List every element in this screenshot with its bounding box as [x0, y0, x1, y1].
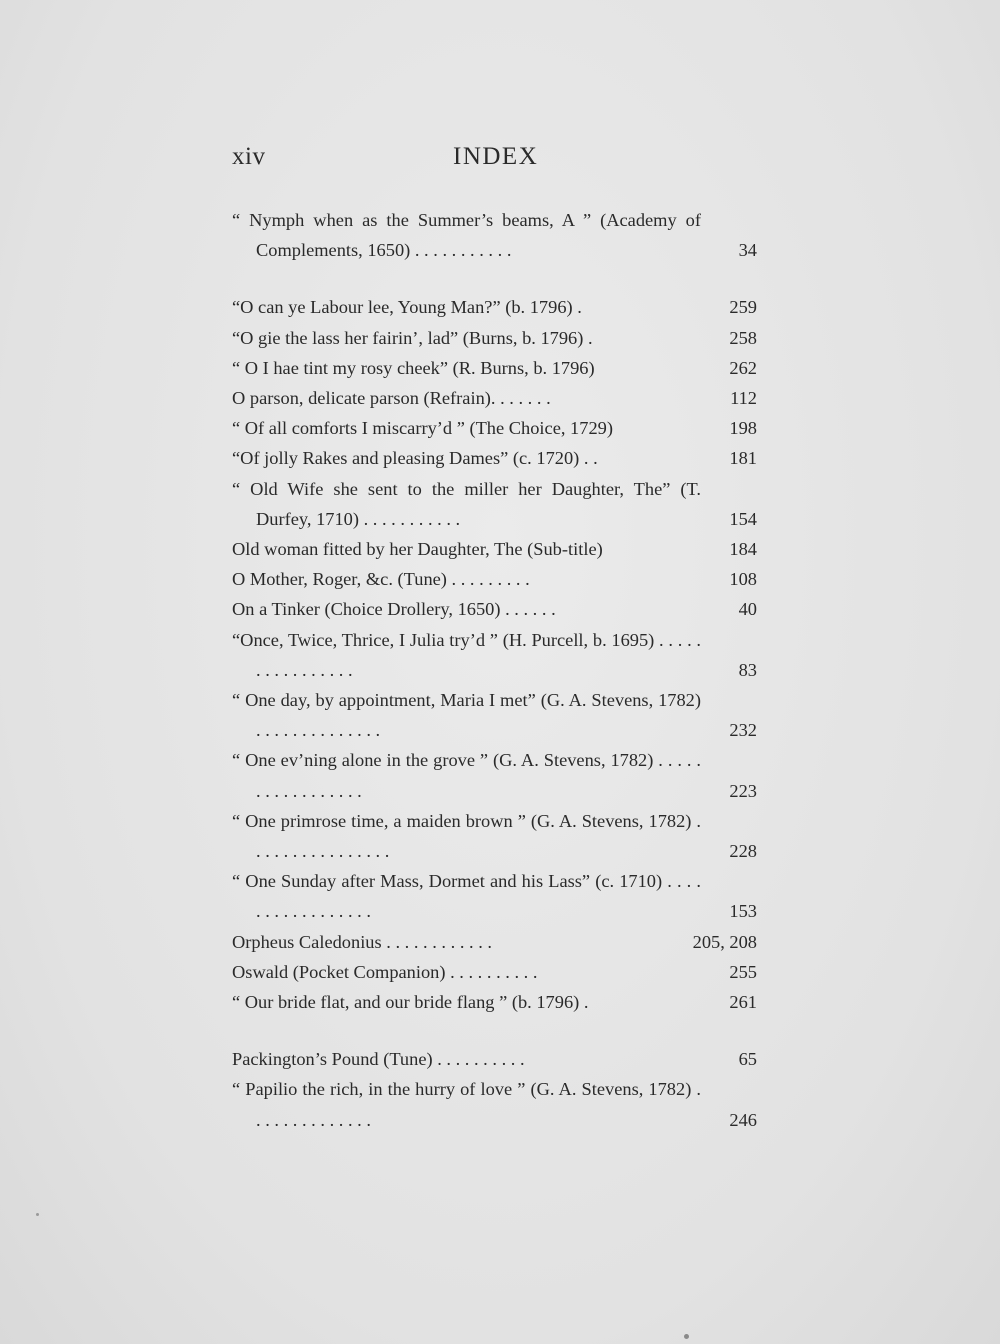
entry-text: “ One day, by appointment, Maria I met” (G. A. Stevens, 1782) . . . . . . . . . . . . . . — [232, 690, 701, 741]
entry-page: 259 — [729, 297, 757, 318]
entry-page: 232 — [729, 720, 757, 741]
entry-text: “ O I hae tint my rosy cheek” (R. Burns, b. 1796) — [232, 357, 595, 378]
index-entry — [232, 625, 757, 685]
entry-text: “Once, Twice, Thrice, I Julia try’d ” (H. Purcell, b. 1695) . . . . . . . . . . . . . . . . — [232, 629, 701, 680]
entry-page: 228 — [729, 841, 757, 862]
entry-text: “ One ev’ning alone in the grove ” (G. A. Stevens, 1782) . . . . . . . . . . . . . . . . . — [232, 750, 701, 801]
index-entry — [232, 957, 757, 987]
index-entry — [232, 594, 757, 624]
index-entry — [232, 323, 757, 353]
index-entry — [232, 564, 757, 594]
index-entry — [232, 1044, 757, 1074]
entry-text: “ One primrose time, a maiden brown ” (G. A. Stevens, 1782) . . . . . . . . . . . . . . . . — [232, 810, 701, 862]
entry-page: 184 — [729, 539, 757, 560]
paper-speck — [36, 1213, 39, 1216]
index-entry — [232, 443, 757, 473]
entry-text: On a Tinker (Choice Drollery, 1650) . . . . . . — [232, 599, 556, 620]
entry-text: “ One Sunday after Mass, Dormet and his Lass” (c. 1710) . . . . . . . . . . . . . . . . . — [232, 871, 701, 922]
entry-text: “O can ye Labour lee, Young Man?” (b. 1796) . — [232, 297, 582, 318]
entry-page: 112 — [730, 388, 757, 409]
entry-text: Packington’s Pound (Tune) . . . . . . . . . . — [232, 1049, 525, 1070]
index-group-p — [232, 1044, 757, 1135]
entry-page: 181 — [729, 448, 757, 469]
index-entry — [232, 383, 757, 413]
entry-page: 83 — [738, 659, 757, 680]
entry-text: “ Nymph when as the Summer’s beams, A ” (Academy of Complements, 1650) . . . . . . . . . . . — [232, 210, 701, 261]
index-entry — [232, 292, 757, 322]
entry-page: 65 — [738, 1049, 757, 1070]
entry-page: 261 — [729, 992, 757, 1013]
index-entry — [232, 927, 757, 957]
index-entry — [232, 745, 757, 805]
entry-text: “ Papilio the rich, in the hurry of love ” (G. A. Stevens, 1782) . . . . . . . . . . . . . . — [232, 1079, 701, 1130]
running-title: INDEX — [453, 143, 539, 170]
index-entry — [232, 534, 757, 564]
entry-page: 258 — [729, 327, 757, 348]
entry-page: 223 — [729, 780, 757, 801]
index-entry — [232, 413, 757, 443]
entry-text: “ Our bride flat, and our bride flang ” (b. 1796) . — [232, 992, 589, 1013]
entry-page: 198 — [729, 418, 757, 439]
index-entry — [232, 987, 757, 1017]
entry-page: 108 — [729, 569, 757, 590]
entry-text: “ Old Wife she sent to the miller her Daughter, The” (T. Durfey, 1710) . . . . . . . . . . . — [232, 478, 701, 529]
entry-text: “ Of all comforts I miscarry’d ” (The Choice, 1729) — [232, 418, 613, 439]
entry-page: 205, 208 — [692, 931, 757, 952]
paper-speck — [684, 1334, 689, 1339]
entry-page: 262 — [729, 357, 757, 378]
index-entry — [232, 353, 757, 383]
entry-page: 34 — [738, 240, 757, 261]
entry-text: O Mother, Roger, &c. (Tune) . . . . . . . . . — [232, 569, 530, 590]
entry-page: 255 — [729, 961, 757, 982]
entry-page: 246 — [729, 1109, 757, 1130]
index-entries — [232, 205, 757, 1135]
index-group-n — [232, 205, 757, 265]
entry-text: O parson, delicate parson (Refrain). . . . . . . — [232, 388, 551, 409]
entry-text: “Of jolly Rakes and pleasing Dames” (c. 1720) . . — [232, 448, 598, 469]
index-entry — [232, 205, 757, 265]
index-entry — [232, 866, 757, 926]
entry-text: Oswald (Pocket Companion) . . . . . . . . . . — [232, 961, 538, 982]
entry-text: Orpheus Caledonius . . . . . . . . . . . . — [232, 931, 493, 952]
entry-page: 40 — [738, 599, 757, 620]
page-number-roman: xiv — [232, 143, 266, 170]
entry-page: 154 — [729, 508, 757, 529]
entry-text: Old woman fitted by her Daughter, The (Sub-title) — [232, 539, 603, 560]
index-entry — [232, 806, 757, 866]
entry-page: 153 — [729, 901, 757, 922]
entry-text: “O gie the lass her fairin’, lad” (Burns, b. 1796) . — [232, 327, 593, 348]
page-header — [232, 143, 762, 179]
index-entry — [232, 1074, 757, 1134]
index-entry — [232, 474, 757, 534]
index-entry — [232, 685, 757, 745]
index-group-o — [232, 292, 757, 1017]
